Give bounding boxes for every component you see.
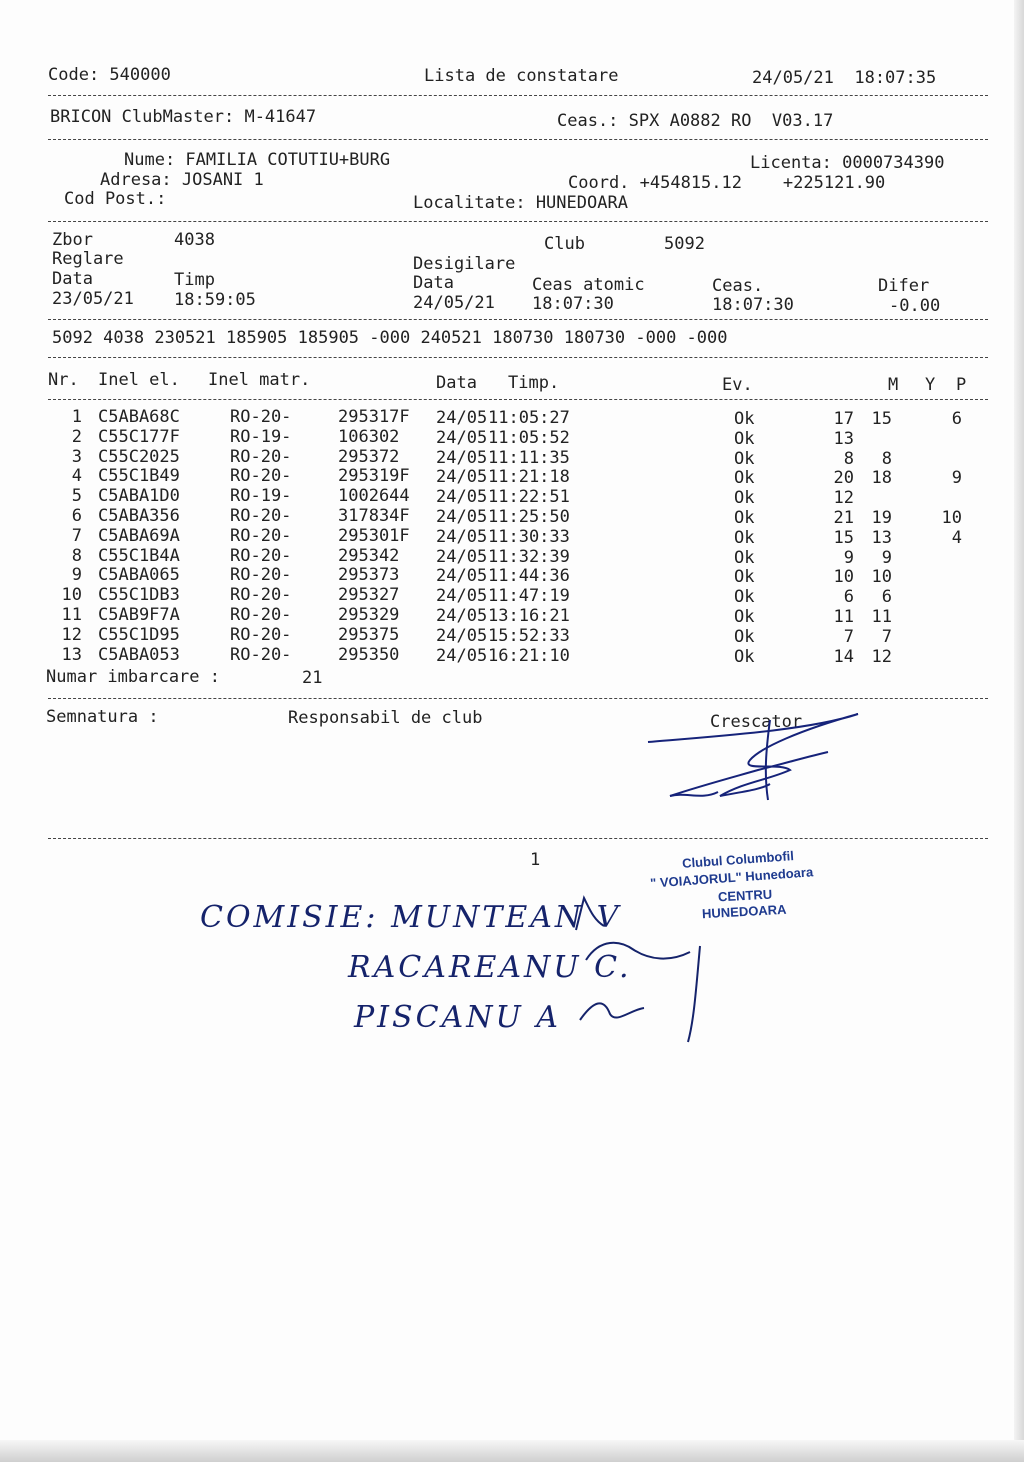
cell-ro: RO-20-	[230, 644, 292, 665]
cell-ro: RO-20-	[230, 585, 292, 606]
stamp-line-2: " VOIAJORUL" Hunedoara	[649, 864, 814, 891]
zbor-label: Zbor	[52, 230, 93, 250]
cell-el: C55C2025	[98, 446, 180, 467]
table-row	[48, 605, 988, 625]
desig-atomic-time: 18:07:30	[532, 294, 614, 314]
cell-time: 11:22:51	[488, 487, 570, 508]
cell-el: C55C1D95	[98, 624, 180, 645]
divider	[48, 139, 988, 140]
stamp-line-3: CENTRU	[717, 886, 773, 905]
cell-m: 15	[833, 527, 854, 548]
cell-y: 18	[871, 468, 892, 489]
col-data: Data	[436, 373, 477, 393]
cell-y: 6	[881, 587, 892, 608]
cell-el: C55C1DB3	[98, 585, 180, 606]
table-row	[48, 546, 988, 566]
cell-ev: Ok	[734, 448, 755, 469]
cell-ro: RO-20-	[230, 506, 292, 526]
club-label: Club	[544, 234, 585, 254]
table-row	[48, 625, 988, 645]
cell-time: 11:11:35	[488, 447, 570, 468]
document-title: Lista de constatare	[424, 66, 619, 86]
cell-y: 8	[881, 448, 892, 469]
paper-edge	[1014, 0, 1024, 1462]
cell-ev: Ok	[734, 409, 755, 429]
cell-date: 24/05	[436, 606, 488, 626]
cell-time: 11:05:52	[488, 427, 570, 448]
cell-ev: Ok	[734, 547, 755, 568]
desig-clock-time: 18:07:30	[712, 295, 794, 315]
handwritten-committee-line-3: PISCANU A	[354, 1000, 561, 1035]
cell-time: 15:52:33	[488, 625, 570, 646]
divider	[48, 357, 988, 358]
cell-nr: 3	[71, 446, 82, 467]
cell-m: 12	[833, 488, 854, 509]
postal-code: Cod Post.:	[64, 189, 167, 209]
cell-matr: 295373	[338, 565, 400, 586]
cell-ev: Ok	[734, 567, 755, 588]
cell-ro: RO-20-	[230, 407, 292, 427]
cell-m: 6	[843, 587, 854, 608]
cell-ev: Ok	[734, 626, 755, 647]
cell-nr: 9	[71, 565, 82, 586]
stamp-line-1: Clubul Columbofil	[681, 848, 795, 871]
table-row	[48, 526, 988, 546]
cell-ro: RO-20-	[230, 565, 292, 586]
cell-nr: 6	[71, 506, 82, 526]
zbor-value: 4038	[174, 230, 215, 250]
cell-nr: 12	[61, 624, 82, 645]
table-row	[48, 585, 988, 608]
difer-label: Difer	[878, 276, 930, 296]
table-row	[48, 486, 988, 509]
cell-matr: 317834F	[338, 506, 410, 526]
cell-matr: 106302	[338, 426, 400, 447]
cell-ev: Ok	[734, 428, 755, 449]
numar-imbarcare-label: Numar imbarcare :	[46, 667, 220, 687]
cell-nr: 8	[71, 545, 82, 566]
cell-matr: 295372	[338, 446, 400, 467]
col-ev: Ev.	[722, 375, 753, 395]
clock-id: Ceas.: SPX A0882 RO V03.17	[557, 111, 834, 131]
code-label: Code: 540000	[48, 65, 171, 85]
cell-el: C5ABA053	[98, 644, 180, 665]
cell-time: 11:30:33	[488, 526, 570, 547]
cell-m: 20	[833, 468, 854, 489]
cell-nr: 4	[71, 466, 82, 487]
cell-y: 7	[881, 626, 892, 647]
locality: Localitate: HUNEDOARA	[413, 193, 628, 213]
divider	[48, 319, 988, 320]
cell-date: 24/05	[436, 507, 488, 527]
cell-time: 11:44:36	[488, 566, 570, 587]
cell-y: 13	[871, 527, 892, 548]
cell-nr: 1	[71, 407, 82, 427]
cell-el: C5ABA1D0	[98, 486, 180, 507]
paper-edge-bottom	[0, 1440, 1024, 1462]
difer-value: -0.00	[889, 296, 941, 316]
cell-matr: 1002644	[338, 486, 410, 507]
cell-m: 10	[833, 567, 854, 588]
cell-time: 11:05:27	[488, 408, 570, 428]
table-row	[48, 466, 988, 489]
cell-y: 19	[871, 508, 892, 528]
reglare-label: Reglare	[52, 249, 124, 269]
cell-time: 11:21:18	[488, 467, 570, 488]
crescator-signature	[640, 700, 880, 810]
cell-m: 9	[843, 547, 854, 568]
cell-el: C5ABA356	[98, 506, 180, 526]
col-p: P	[956, 375, 967, 395]
divider	[48, 698, 988, 699]
table-row	[48, 427, 988, 447]
cell-ro: RO-20-	[230, 525, 292, 546]
cell-p: 9	[951, 468, 962, 489]
cell-nr: 5	[71, 486, 82, 507]
owner-name: Nume: FAMILIA COTUTIU+BURG	[124, 150, 391, 170]
cell-matr: 295327	[338, 585, 400, 606]
cell-date: 24/05	[436, 546, 488, 567]
responsabil-label: Responsabil de club	[288, 708, 483, 728]
cell-m: 8	[843, 448, 854, 469]
cell-time: 13:16:21	[488, 606, 570, 626]
cell-el: C5ABA68C	[98, 407, 180, 427]
cell-y: 11	[871, 607, 892, 627]
numar-imbarcare-value: 21	[302, 668, 323, 688]
cell-el: C55C1B4A	[98, 545, 180, 566]
cell-ev: Ok	[734, 488, 755, 509]
owner-coord: Coord. +454815.12 +225121.90	[568, 173, 886, 193]
cell-ev: Ok	[734, 508, 755, 528]
cell-matr: 295342	[338, 545, 400, 566]
owner-license: Licenta: 0000734390	[750, 153, 945, 173]
cell-date: 24/05	[436, 427, 488, 448]
cell-ro: RO-19-	[230, 426, 292, 447]
print-datetime: 24/05/21 18:07:35	[752, 68, 937, 88]
stamp-line-4: HUNEDOARA	[701, 901, 787, 922]
col-nr: Nr.	[48, 370, 79, 390]
cell-matr: 295301F	[338, 525, 410, 546]
page-number: 1	[530, 850, 541, 870]
cell-ev: Ok	[734, 527, 755, 548]
col-inel-el: Inel el.	[98, 370, 180, 390]
reglare-timp-label: Timp	[174, 270, 215, 290]
handwritten-committee-line-2: RACAREANU C.	[348, 950, 632, 985]
cell-time: 11:32:39	[488, 546, 570, 567]
divider	[48, 838, 988, 839]
cell-time: 16:21:10	[488, 645, 570, 666]
clubmaster-id: BRICON ClubMaster: M-41647	[50, 107, 317, 127]
cell-matr: 295375	[338, 624, 400, 645]
cell-el: C5AB9F7A	[98, 605, 180, 625]
cell-ro: RO-20-	[230, 545, 292, 566]
divider	[48, 221, 988, 222]
cell-date: 24/05	[436, 566, 488, 587]
col-m: M	[888, 375, 899, 395]
club-value: 5092	[664, 234, 705, 254]
cell-el: C55C1B49	[98, 466, 180, 487]
cell-y: 12	[871, 646, 892, 667]
cell-p: 4	[951, 527, 962, 548]
cell-m: 14	[833, 646, 854, 667]
cell-date: 24/05	[436, 645, 488, 666]
cell-ev: Ok	[734, 607, 755, 627]
cell-el: C5ABA69A	[98, 525, 180, 546]
cell-nr: 2	[71, 426, 82, 447]
cell-m: 13	[833, 428, 854, 449]
owner-address: Adresa: JOSANI 1	[100, 170, 264, 190]
ceas-label: Ceas.	[712, 276, 764, 296]
cell-el: C55C177F	[98, 426, 180, 447]
cell-ev: Ok	[734, 468, 755, 489]
cell-nr: 10	[61, 585, 82, 606]
col-inel-matr: Inel matr.	[208, 370, 311, 390]
reglare-time: 18:59:05	[174, 290, 256, 310]
reglare-data-label: Data	[52, 269, 93, 289]
cell-ev: Ok	[734, 646, 755, 667]
cell-date: 24/05	[436, 467, 488, 488]
cell-el: C5ABA065	[98, 565, 180, 586]
cell-p: 10	[941, 508, 962, 528]
cell-nr: 11	[61, 605, 82, 625]
cell-matr: 295319F	[338, 466, 410, 487]
desig-data-label: Data	[413, 273, 454, 293]
cell-m: 17	[833, 409, 854, 429]
cell-matr: 295350	[338, 644, 400, 665]
cell-nr: 7	[71, 525, 82, 546]
col-y: Y	[925, 375, 936, 395]
desig-date: 24/05/21	[413, 293, 495, 313]
cell-y: 15	[871, 409, 892, 429]
cell-date: 24/05	[436, 586, 488, 607]
cell-m: 21	[833, 508, 854, 528]
cell-ro: RO-20-	[230, 466, 292, 487]
reglare-date: 23/05/21	[52, 289, 134, 309]
table-row	[48, 506, 988, 526]
cell-ro: RO-20-	[230, 624, 292, 645]
cell-date: 24/05	[436, 487, 488, 508]
cell-ro: RO-20-	[230, 446, 292, 467]
cell-date: 24/05	[436, 447, 488, 468]
cell-p: 6	[951, 409, 962, 429]
table-header	[48, 370, 988, 395]
cell-date: 24/05	[436, 625, 488, 646]
semnatura-label: Semnatura :	[46, 707, 159, 727]
cell-matr: 295317F	[338, 407, 410, 427]
cell-nr: 13	[61, 644, 82, 665]
cell-date: 24/05	[436, 408, 488, 428]
cell-m: 11	[833, 607, 854, 627]
crescator-label: Crescator	[710, 712, 803, 732]
cell-y: 9	[881, 547, 892, 568]
divider	[48, 399, 988, 400]
divider	[48, 95, 988, 96]
cell-m: 7	[843, 626, 854, 647]
table-row	[48, 645, 988, 665]
summary-code-line: 5092 4038 230521 185905 185905 -000 240521 180730 180730 -000 -000	[52, 328, 728, 348]
committee-signatures	[570, 890, 730, 1050]
ceas-atomic-label: Ceas atomic	[532, 275, 645, 295]
table-row	[48, 447, 988, 467]
cell-time: 11:25:50	[488, 507, 570, 527]
handwritten-committee-line-1: COMISIE: MUNTEAN V	[200, 900, 622, 935]
cell-date: 24/05	[436, 526, 488, 547]
table-row	[48, 565, 988, 588]
cell-matr: 295329	[338, 605, 400, 625]
cell-y: 10	[871, 567, 892, 588]
cell-time: 11:47:19	[488, 586, 570, 607]
table-row	[48, 407, 988, 427]
cell-ro: RO-19-	[230, 486, 292, 507]
desigilare-label: Desigilare	[413, 254, 516, 274]
cell-ev: Ok	[734, 587, 755, 608]
col-timp: Timp.	[508, 373, 560, 393]
cell-ro: RO-20-	[230, 605, 292, 625]
